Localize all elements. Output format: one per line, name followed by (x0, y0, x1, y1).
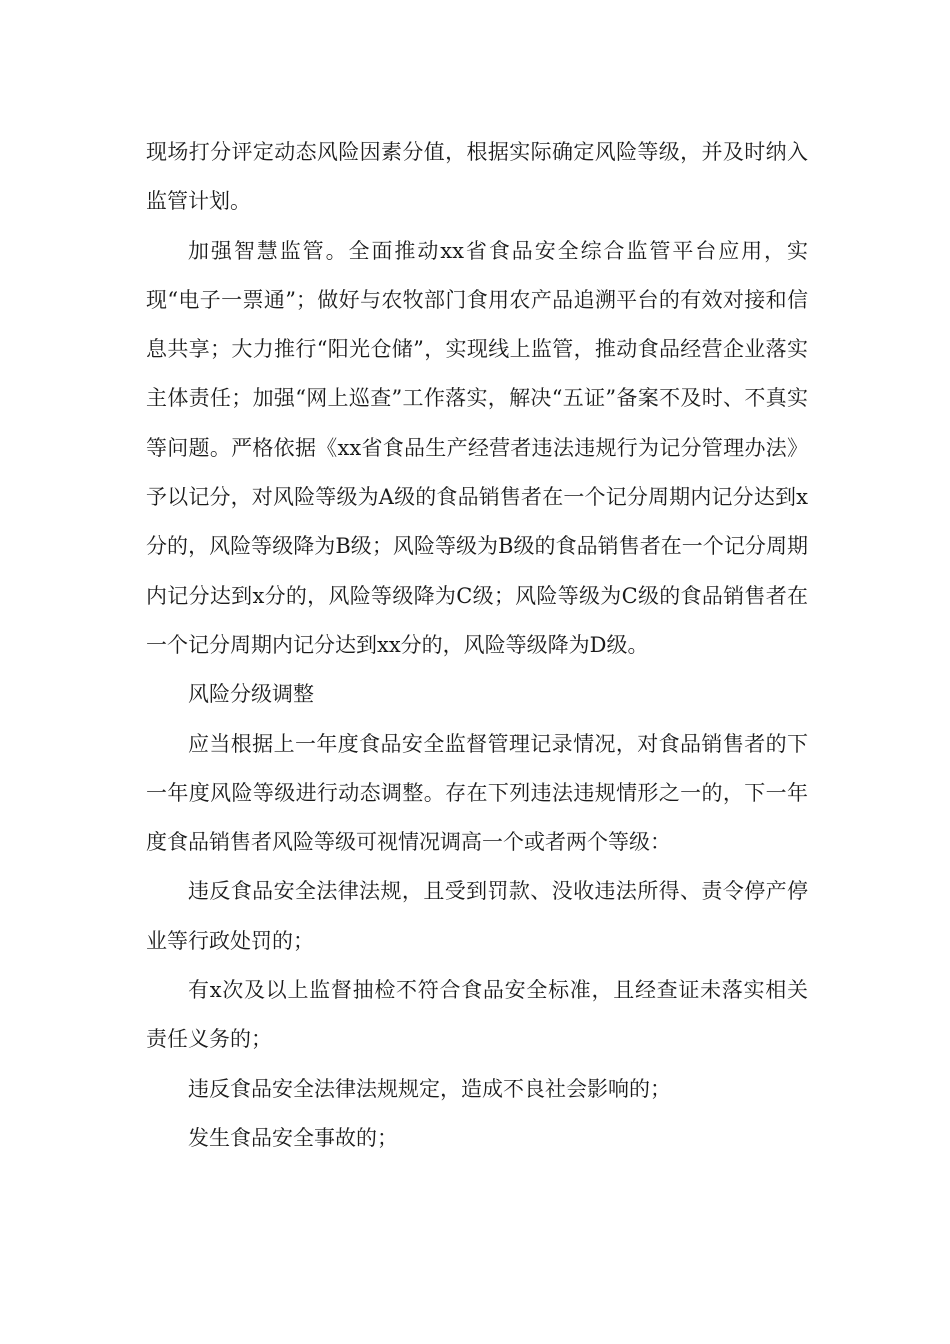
list-item-penalty: 违反食品安全法律法规，且受到罚款、没收违法所得、责令停产停业等行政处罚的； (146, 879, 808, 953)
list-item-social-impact: 违反食品安全法律法规规定，造成不良社会影响的； (188, 1076, 671, 1101)
section-heading-risk-adjustment: 风险分级调整 (188, 682, 314, 707)
paragraph-dynamic-adjustment: 应当根据上一年度食品安全监督管理记录情况，对食品销售者的下一年度风险等级进行动态调整。存在下列违法违规情形之一的，下一年度食品销售者风险等级可视情况调高一个或者两个等级： (146, 731, 808, 855)
list-item-safety-accident: 发生食品安全事故的； (188, 1125, 398, 1150)
document-body (146, 128, 808, 1163)
paragraph-smart-supervision: 加强智慧监管。全面推动xx省食品安全综合监管平台应用，实现“电子一票通”；做好与农牧部门食用农产品追溯平台的有效对接和信息共享；大力推行“阳光仓储”，实现线上监管，推动食品经营企业落实主体责任；加强“网上巡查”工作落实，解决“五证”备案不及时、不真实等问题。严格依据《xx省食品生产经营者违法违规行为记分管理办法》予以记分，对风险等级为A级的食品销售者在一个记分周期内记分达到x分的，风险等级降为B级；风险等级为B级的食品销售者在一个记分周期内记分达到x分的，风险等级降为C级；风险等级为C级的食品销售者在一个记分周期内记分达到xx分的，风险等级降为D级。 (146, 238, 808, 657)
list-item-sampling: 有x次及以上监督抽检不符合食品安全标准，且经查证未落实相关责任义务的； (146, 978, 808, 1052)
paragraph-continuation: 现场打分评定动态风险因素分值，根据实际确定风险等级，并及时纳入监管计划。 (146, 140, 808, 214)
